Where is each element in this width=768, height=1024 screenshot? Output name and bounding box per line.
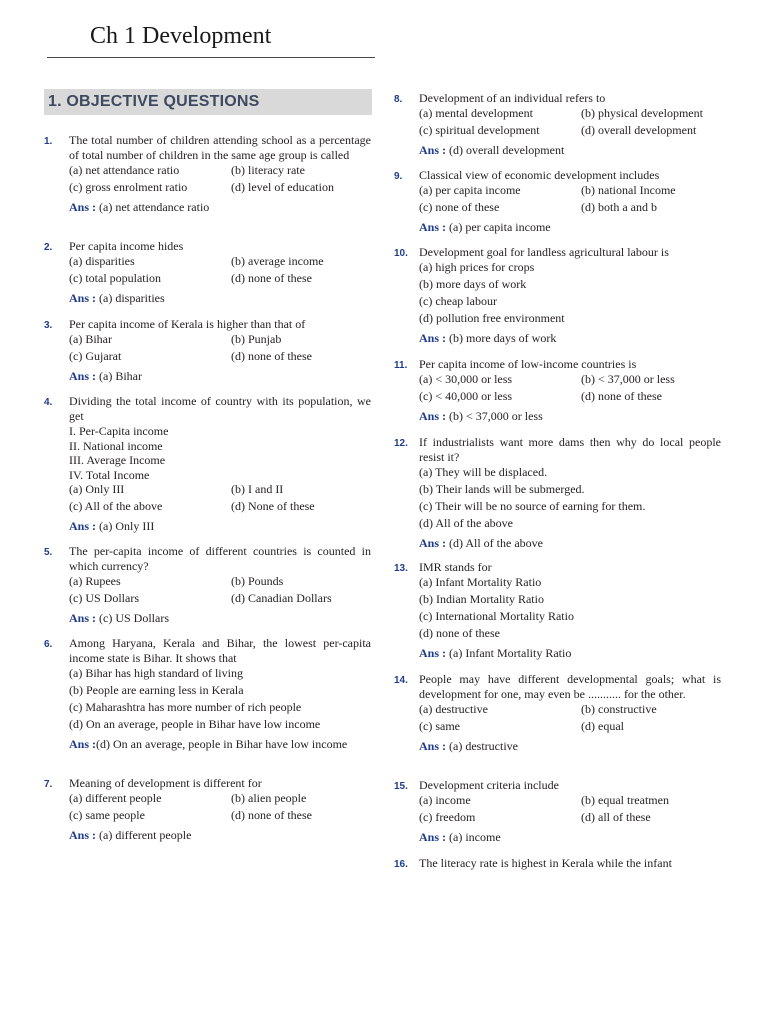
- question-7: [44, 776, 371, 843]
- option: (b) average income: [231, 254, 324, 268]
- question-1: [44, 133, 371, 215]
- answer: [69, 199, 371, 215]
- question-10: [394, 245, 721, 346]
- options: [419, 259, 721, 327]
- option: (c) gross enrolment ratio: [69, 180, 188, 194]
- options: [419, 182, 721, 216]
- question-number: 7.: [44, 779, 53, 790]
- option: (c) none of these: [419, 200, 500, 214]
- option: (c) same people: [69, 808, 145, 822]
- answer-text: (a) net attendance ratio: [99, 200, 210, 214]
- section-heading: 1. OBJECTIVE QUESTIONS: [48, 93, 260, 110]
- question-text: The per-capita income of different countries is counted in which currency?: [69, 544, 371, 573]
- answer-label: Ans :: [69, 611, 97, 625]
- question-number: 2.: [44, 242, 53, 253]
- answer-text: (d) All of the above: [449, 536, 543, 550]
- option: (c) Maharashtra has more number of rich people: [69, 700, 302, 714]
- answer: [69, 610, 371, 626]
- options: [419, 105, 721, 139]
- option-row: [419, 792, 721, 809]
- option: (b) physical development: [581, 106, 703, 120]
- option-row: [419, 718, 721, 735]
- answer-label: Ans :: [419, 739, 447, 753]
- answer: [69, 290, 371, 306]
- question-text: Per capita income of Kerala is higher than that of: [69, 317, 306, 331]
- answer-text: (a) disparities: [99, 291, 165, 305]
- question-number: 13.: [394, 563, 408, 574]
- options: [419, 464, 721, 532]
- answer-text: (a) Infant Mortality Ratio: [449, 646, 572, 660]
- option: (b) Pounds: [231, 574, 284, 588]
- option-row: [69, 348, 371, 365]
- question-6: [44, 636, 371, 752]
- option: (b) < 37,000 or less: [581, 372, 675, 386]
- answer-text: (a) per capita income: [449, 220, 551, 234]
- option: (b) I and II: [231, 482, 284, 496]
- option: (c) cheap labour: [419, 294, 497, 308]
- question-15: [394, 778, 721, 845]
- option: (d) both a and b: [581, 200, 657, 214]
- question-text: Meaning of development is different for: [69, 776, 262, 790]
- option: (a) < 30,000 or less: [419, 372, 513, 386]
- answer-text: (a) income: [449, 830, 501, 844]
- option: (c) All of the above: [69, 499, 163, 513]
- answer-label: Ans :: [69, 828, 97, 842]
- option: (c) Their will be no source of earning for them.: [419, 499, 646, 513]
- answer: [69, 736, 371, 752]
- option: (a) different people: [69, 791, 162, 805]
- question-text: Development criteria include: [419, 778, 559, 792]
- options: [69, 665, 371, 733]
- option: (a) net attendance ratio: [69, 163, 180, 177]
- question-number: 8.: [394, 94, 403, 105]
- option: (d) overall development: [581, 123, 697, 137]
- option-row: [69, 498, 371, 515]
- question-number: 3.: [44, 320, 53, 331]
- option: (d) equal: [581, 719, 624, 733]
- answer-text: (d) On an average, people in Bihar have low income: [96, 737, 348, 751]
- option: (a) income: [419, 793, 471, 807]
- option: (b) Their lands will be submerged.: [419, 482, 585, 496]
- option: (d) Canadian Dollars: [231, 591, 332, 605]
- option: (c) freedom: [419, 810, 476, 824]
- question-text: The literacy rate is highest in Kerala while the infant: [419, 856, 672, 870]
- option: (b) Punjab: [231, 332, 282, 346]
- answer-text: (b) < 37,000 or less: [449, 409, 543, 423]
- option: (b) national Income: [581, 183, 676, 197]
- question-number: 1.: [44, 136, 53, 147]
- answer: [69, 368, 371, 384]
- answer-text: (d) overall development: [449, 143, 565, 157]
- question-5: [44, 544, 371, 626]
- question-text: Per capita income hides: [69, 239, 184, 253]
- question-text: Among Haryana, Kerala and Bihar, the lowest per-capita income state is Bihar. It shows that: [69, 636, 371, 665]
- option: (c) < 40,000 or less: [419, 389, 513, 403]
- answer-label: Ans :: [419, 143, 447, 157]
- option: (b) alien people: [231, 791, 307, 805]
- answer: [419, 330, 721, 346]
- answer-text: (a) different people: [99, 828, 192, 842]
- answer-text: (a) destructive: [449, 739, 518, 753]
- answer-text: (c) US Dollars: [99, 611, 169, 625]
- option: (d) pollution free environment: [419, 311, 565, 325]
- option: (d) none of these: [581, 389, 662, 403]
- question-number: 12.: [394, 438, 408, 449]
- question-2: [44, 239, 371, 306]
- list-item: IV. Total Income: [69, 467, 150, 482]
- option: (a) Only III: [69, 482, 125, 496]
- question-number: 14.: [394, 675, 408, 686]
- question-text: Dividing the total income of country with its population, we get: [69, 394, 371, 423]
- option: (a) They will be displaced.: [419, 465, 548, 479]
- item-list: [69, 424, 371, 482]
- answer-label: Ans :: [69, 369, 97, 383]
- option-row: [69, 481, 371, 498]
- option-row: [69, 573, 371, 590]
- answer-text: (b) more days of work: [449, 331, 557, 345]
- question-4: [44, 394, 371, 534]
- question-number: 6.: [44, 639, 53, 650]
- answer-label: Ans :: [419, 646, 447, 660]
- option-row: [419, 199, 721, 216]
- option: (a) mental development: [419, 106, 533, 120]
- options: [419, 792, 721, 826]
- answer-label: Ans :: [419, 536, 447, 550]
- answer: [419, 535, 721, 551]
- option-row: [69, 590, 371, 607]
- question-8: [394, 91, 721, 158]
- option: (d) all of these: [581, 810, 651, 824]
- option: (b) more days of work: [419, 277, 527, 291]
- options: [419, 701, 721, 735]
- options: [69, 481, 371, 515]
- question-number: 15.: [394, 781, 408, 792]
- option: (d) On an average, people in Bihar have low income: [69, 717, 321, 731]
- answer: [419, 142, 721, 158]
- option: (a) Infant Mortality Ratio: [419, 575, 542, 589]
- list-item: II. National income: [69, 438, 163, 453]
- option: (c) same: [419, 719, 460, 733]
- question-number: 4.: [44, 397, 53, 408]
- question-text: IMR stands for: [419, 560, 492, 574]
- question-text: Per capita income of low-income countries is: [419, 357, 637, 371]
- option: (b) constructive: [581, 702, 657, 716]
- question-text: Development goal for landless agricultural labour is: [419, 245, 669, 259]
- option-row: [69, 162, 371, 179]
- list-item: I. Per-Capita income: [69, 424, 169, 438]
- question-13: [394, 560, 721, 661]
- options: [419, 371, 721, 405]
- option: (d) None of these: [231, 499, 315, 513]
- options: [69, 331, 371, 365]
- option: (d) All of the above: [419, 516, 513, 530]
- option: (c) spiritual development: [419, 123, 540, 137]
- option: (c) US Dollars: [69, 591, 139, 605]
- page-title: Ch 1 Development: [90, 23, 272, 49]
- option: (c) Gujarat: [69, 349, 122, 363]
- title-rule: [47, 57, 375, 58]
- answer-label: Ans :: [419, 409, 447, 423]
- answer-text: (a) Bihar: [99, 369, 142, 383]
- question-text: People may have different developmental goals; what is development for one, may even be ........... for the other.: [419, 672, 721, 701]
- option: (b) equal treatmen: [581, 793, 669, 807]
- options: [69, 162, 371, 196]
- option: (d) none of these: [231, 808, 312, 822]
- option-row: [419, 701, 721, 718]
- option-row: [69, 790, 371, 807]
- option-row: [69, 253, 371, 270]
- options: [69, 573, 371, 607]
- option-row: [69, 179, 371, 196]
- answer-label: Ans :: [69, 291, 97, 305]
- option-row: [419, 122, 721, 139]
- answer: [419, 738, 721, 754]
- question-number: 16.: [394, 859, 408, 870]
- option-row: [69, 331, 371, 348]
- question-text: The total number of children attending school as a percentage of total number of children in the same age group is called: [69, 133, 371, 162]
- answer: [419, 219, 721, 235]
- question-text: Classical view of economic development includes: [419, 168, 660, 182]
- option: (c) International Mortality Ratio: [419, 609, 574, 623]
- question-text: If industrialists want more dams then why do local people resist it?: [419, 435, 721, 464]
- answer-label: Ans :: [419, 220, 447, 234]
- option: (a) high prices for crops: [419, 260, 535, 274]
- answer: [419, 829, 721, 845]
- answer-label: Ans :: [419, 830, 447, 844]
- option-row: [419, 388, 721, 405]
- option: (a) per capita income: [419, 183, 521, 197]
- question-number: 5.: [44, 547, 53, 558]
- option-row: [419, 809, 721, 826]
- question-12: [394, 435, 721, 551]
- option-row: [69, 270, 371, 287]
- answer-label: Ans :: [69, 737, 97, 751]
- options: [419, 574, 721, 642]
- option: (a) destructive: [419, 702, 488, 716]
- option: (a) Bihar has high standard of living: [69, 666, 243, 680]
- option: (d) level of education: [231, 180, 334, 194]
- option: (d) none of these: [231, 271, 312, 285]
- question-9: [394, 168, 721, 235]
- question-16: [394, 856, 721, 871]
- option: (b) literacy rate: [231, 163, 305, 177]
- option-row: [69, 807, 371, 824]
- question-number: 11.: [394, 360, 408, 371]
- options: [69, 253, 371, 287]
- section-heading-bar: [44, 89, 372, 115]
- question-number: 9.: [394, 171, 403, 182]
- question-14: [394, 672, 721, 754]
- answer-label: Ans :: [69, 519, 97, 533]
- answer: [69, 827, 371, 843]
- list-item: III. Average Income: [69, 453, 166, 467]
- question-11: [394, 357, 721, 424]
- option: (b) Indian Mortality Ratio: [419, 592, 544, 606]
- question-text: Development of an individual refers to: [419, 91, 606, 105]
- option: (d) none of these: [231, 349, 312, 363]
- answer: [419, 645, 721, 661]
- answer-text: (a) Only III: [99, 519, 155, 533]
- option: (c) total population: [69, 271, 161, 285]
- option-row: [419, 371, 721, 388]
- option-row: [419, 182, 721, 199]
- answer: [419, 408, 721, 424]
- options: [69, 790, 371, 824]
- answer-label: Ans :: [419, 331, 447, 345]
- option-row: [419, 105, 721, 122]
- option: (b) People are earning less in Kerala: [69, 683, 244, 697]
- option: (a) Rupees: [69, 574, 121, 588]
- option: (d) none of these: [419, 626, 500, 640]
- option: (a) Bihar: [69, 332, 112, 346]
- question-3: [44, 317, 371, 384]
- answer-label: Ans :: [69, 200, 97, 214]
- option: (a) disparities: [69, 254, 135, 268]
- question-number: 10.: [394, 248, 408, 259]
- answer: [69, 518, 371, 534]
